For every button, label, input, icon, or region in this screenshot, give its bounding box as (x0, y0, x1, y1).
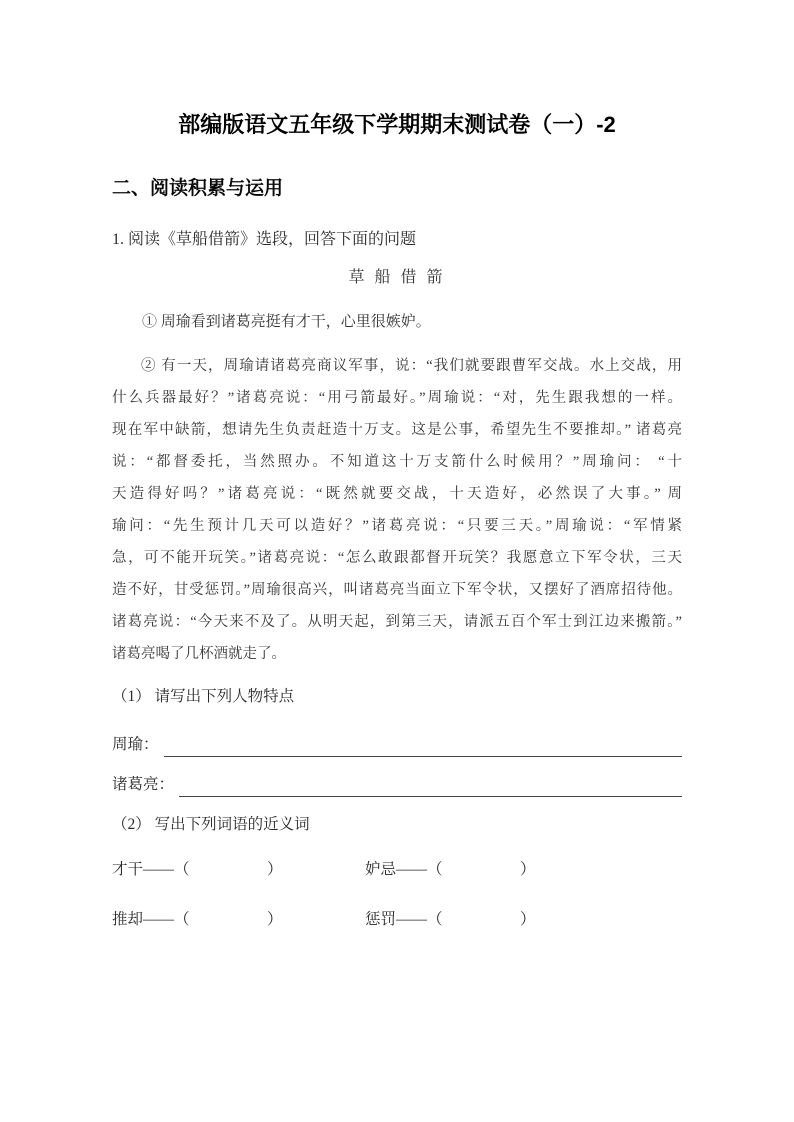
synonym-item-caigan: 才干——（ ） (112, 861, 283, 878)
passage-paragraph-2 (112, 350, 682, 670)
passage-line: 瑜问：“先生预计几天可以造好？”诸葛亮说：“只要三天。”周瑜说：“军情紧 (112, 518, 682, 534)
passage-line: ② 有一天，周瑜请诸葛亮商议军事，说：“我们就要跟曹军交战。水上交战，用 (141, 358, 682, 374)
answer-row-zhouyu (112, 733, 682, 757)
page-title: 部编版语文五年级下学期期末测试卷（一）-2 (178, 112, 616, 137)
answer-blank-line (164, 735, 682, 757)
passage-line: 造不好，甘受惩罚。”周瑜很高兴，叫诸葛亮当面立下军令状，又摆好了酒席招待他。 (112, 582, 682, 598)
passage-title: 草 船 借 箭 (348, 269, 446, 286)
passage-line: 现在军中缺箭，想请先生负责赶造十万支。这是公事，希望先生不要推却。” 诸葛亮 (112, 422, 682, 438)
passage-paragraph-1: ① 周瑜看到诸葛亮挺有才干，心里很嫉妒。 (142, 314, 431, 330)
passage-line: 急，可不能开玩笑。”诸葛亮说：“怎么敢跟都督开玩笑？我愿意立下军令状，三天 (112, 550, 682, 566)
blank-label-zhouyu: 周瑜： (112, 736, 159, 753)
page-content (0, 176, 794, 932)
synonym-row-2 (112, 908, 682, 932)
sub-question-1-prompt: （1） 请写出下列人物特点 (112, 688, 295, 705)
synonym-item-chengfa: 惩罚——（ ） (365, 911, 536, 928)
passage-line: 诸葛亮说：“今天来不及了。从明天起，到第三天，请派五百个军士到江边来搬箭。” (112, 614, 682, 630)
question1-prompt: 1. 阅读《草船借箭》选段，回答下面的问题 (112, 231, 417, 248)
answer-row-zhugeliang (112, 773, 682, 797)
passage-line: 说：“都督委托，当然照办。不知道这十万支箭什么时候用？”周瑜问： “十 (112, 454, 682, 470)
passage-line: 诸葛亮喝了几杯酒就走了。 (112, 646, 286, 662)
reading-passage (112, 266, 682, 670)
synonym-row-1 (112, 858, 682, 882)
section-heading: 二、阅读积累与运用 (112, 178, 284, 199)
sub-question-2-prompt: （2） 写出下列词语的近义词 (112, 816, 310, 833)
passage-line: 天造得好吗？”诸葛亮说：“既然就要交战，十天造好，必然误了大事。” 周 (112, 486, 682, 502)
blank-label-zhugeliang: 诸葛亮： (112, 776, 175, 793)
synonym-item-duji: 妒忌——（ ） (365, 861, 536, 878)
synonym-item-tuique: 推却——（ ） (112, 911, 283, 928)
answer-blank-line (179, 775, 682, 797)
passage-line: 什么兵器最好？”诸葛亮说：“用弓箭最好。”周瑜说：“对，先生跟我想的一样。 (112, 390, 682, 406)
